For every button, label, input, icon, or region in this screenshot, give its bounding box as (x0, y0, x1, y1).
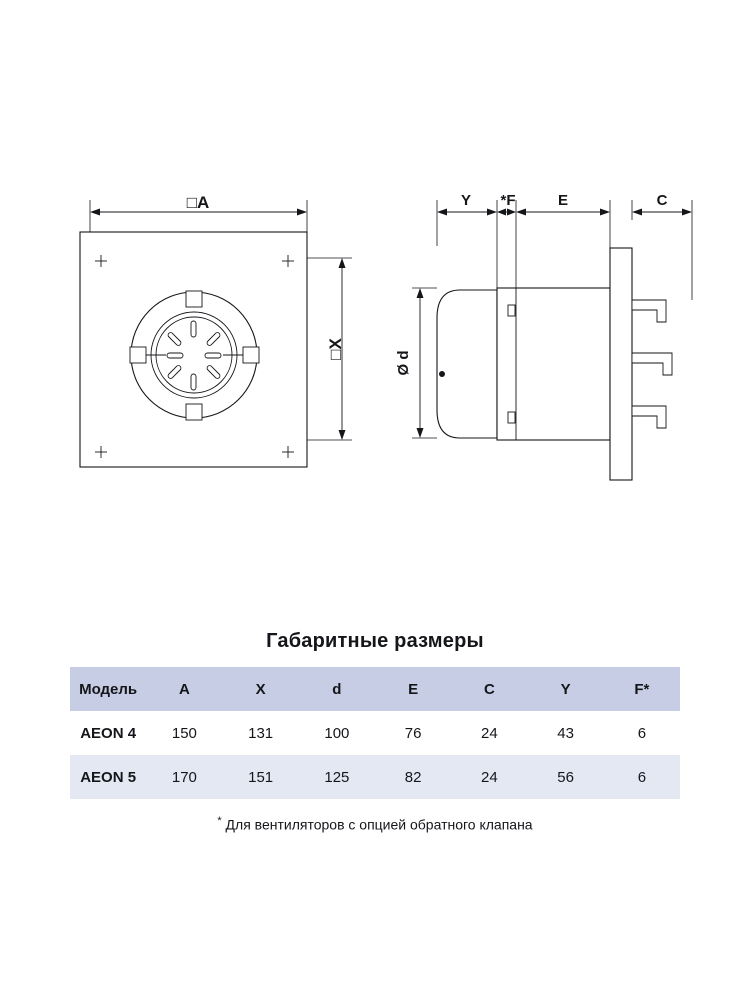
cell-c: 24 (451, 711, 527, 755)
cell-y: 56 (528, 755, 604, 799)
col-model: Модель (70, 667, 146, 711)
cell-a: 170 (146, 755, 222, 799)
label-x: □X (326, 338, 345, 360)
table-footnote (0, 815, 750, 833)
table-row (70, 711, 680, 755)
table-header-row (70, 667, 680, 711)
col-d: d (299, 667, 375, 711)
dimensions-table (70, 667, 680, 799)
cell-e: 82 (375, 755, 451, 799)
label-a: □A (186, 193, 210, 212)
cell-c: 24 (451, 755, 527, 799)
cell-d: 100 (299, 711, 375, 755)
cell-model: AEON 4 (70, 711, 146, 755)
side-view-group (412, 200, 692, 480)
cell-f: 6 (604, 711, 680, 755)
col-e: E (375, 667, 451, 711)
footnote-text: Для вентиляторов с опцией обратного клапана (221, 816, 533, 833)
cell-y: 43 (528, 711, 604, 755)
label-y: Y (460, 192, 472, 209)
col-a: A (146, 667, 222, 711)
mounting-clips (632, 300, 672, 428)
footnote-star: * (217, 815, 222, 827)
col-c: C (451, 667, 527, 711)
cell-d: 125 (299, 755, 375, 799)
table-row (70, 755, 680, 799)
cell-a: 150 (146, 711, 222, 755)
cell-e: 76 (375, 711, 451, 755)
label-e: E (557, 192, 569, 209)
col-y: Y (528, 667, 604, 711)
label-d: Ø d (395, 350, 412, 376)
side-extension-lines (437, 200, 692, 300)
front-view-group (80, 200, 352, 467)
cell-x: 151 (223, 755, 299, 799)
label-f: *F (500, 192, 516, 209)
label-c: C (656, 192, 668, 209)
col-x: X (223, 667, 299, 711)
cell-x: 131 (223, 711, 299, 755)
cell-f: 6 (604, 755, 680, 799)
cell-model: AEON 5 (70, 755, 146, 799)
table-title: Габаритные размеры (266, 630, 484, 652)
dimensions-table-block (0, 630, 750, 833)
side-dimension-arrows (437, 209, 692, 216)
dimension-d (412, 288, 437, 438)
col-f: F* (604, 667, 680, 711)
